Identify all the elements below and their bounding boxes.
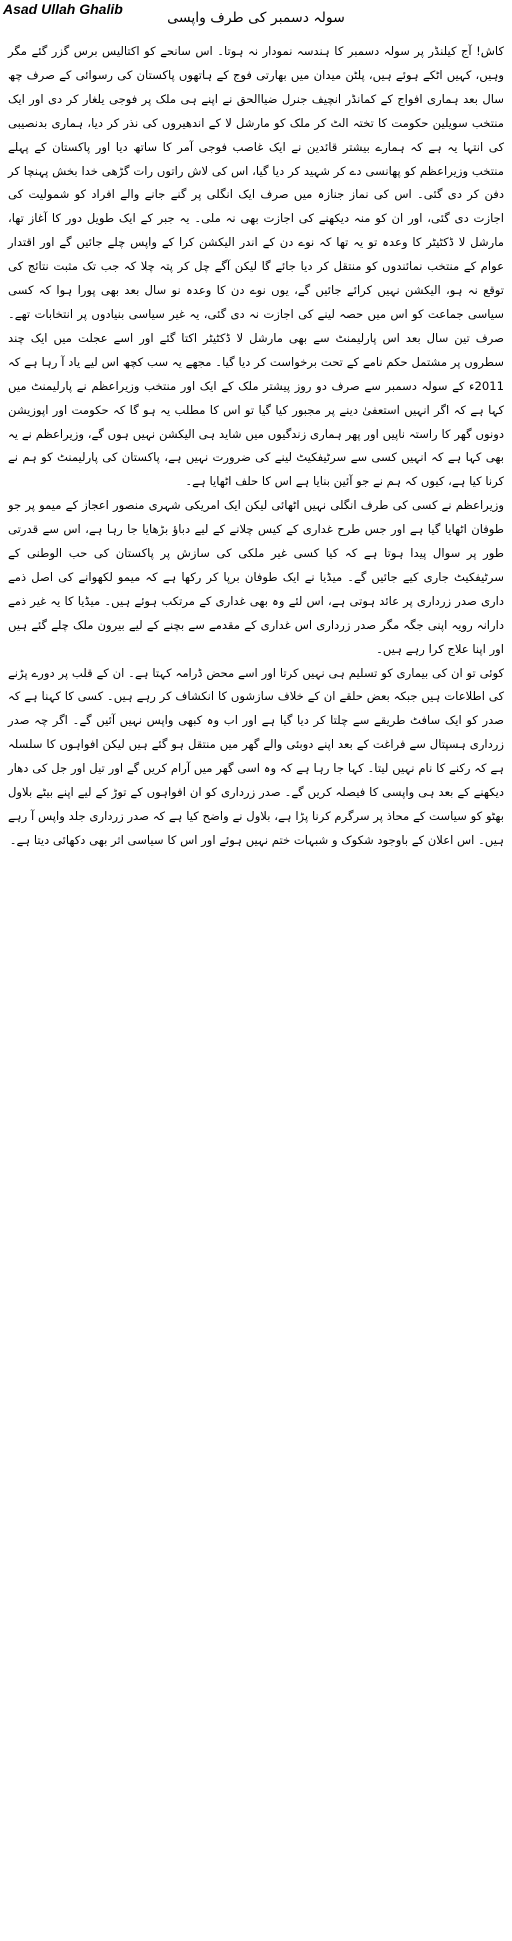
article-paragraph: وزیراعظم نے کسی کی طرف انگلی نہیں اٹھائی لیکن ایک امریکی شہری منصور اعجاز کے میمو پر جو طوفان اٹھایا گیا ہے اور جس طرح غداری کے کیس چلانے کے لیے دباؤ بڑھایا جا رہا ہے، اس سے قدرتی طور پر سوال پیدا ہوتا ہے کہ کیا کسی غیر ملکی کی سازش پر پاکستان کی حب الوطنی کے سرٹیفکیٹ جاری کیے جائیں گے۔ میڈیا نے ایک طوفان برپا کر رکھا ہے کہ میمو لکھوانے کی اصل ذمے داری صدر زرداری پر عائد ہوتی ہے، اس لئے وہ بھی غداری کے مرتکب ہوئے ہیں۔ میڈیا کا یہ غیر ذمے دارانہ رویہ اپنی جگہ مگر صدر زرداری اس غداری کے مقدمے سے بچنے کے لیے بیرون ملک چلے گئے ہیں اور اپنا علاج کرا رہے ہیں۔ (8, 498, 504, 656)
article-header (0, 0, 512, 44)
article-paragraph: کاش! آج کیلنڈر پر سولہ دسمبر کا ہندسہ نمودار نہ ہوتا۔ اس سانحے کو اکتالیس برس گزر گئے مگر وہیں، کہیں اٹکے ہوئے ہیں، پلٹن میدان میں بھارتی فوج کے ہاتھوں پاکستان کی رسوائی کے صرف چھ سال بعد ہماری افواج کے کمانڈر انچیف جنرل ضیاالحق نے اپنے ہی ملک پر فوجی یلغار کر دی اور ایک منتخب سویلین حکومت کا تختہ الٹ کر ملک کو مارشل لا کے اندھیروں کی نذر کر دیا، ہماری بدنصیبی کی انتہا یہ ہے کہ ہمارے بیشتر قائدین نے ایک غاصب فوجی آمر کا ساتھ دیا اور پاکستان کے پہلے منتخب وزیراعظم کو پھانسی دے کر شہید کر دیا گیا، اس کی لاش راتوں رات گڑھی خدا بخش پہنچا کر دفن کر دی گئی۔ اس کی نماز جنازہ میں صرف ایک انگلی پر گنے جانے والے افراد کو شمولیت کی اجازت دی گئی، اور ان کو منہ دیکھنے کی اجازت بھی نہ ملی۔ یہ جبر کے ایک طویل دور کا آغاز تھا، مارشل لا ڈکٹیٹر کا وعدہ تو یہ تھا کہ نوے دن کے اندر الیکشن کرا کے واپس چلے جائیں گے اور اقتدار عوام کے منتخب نمائندوں کو منتقل کر دیا جائے گا لیکن آگے چل کر پتہ چلا کہ جب تک مثبت نتائج کی توقع نہ ہو، الیکشن نہیں کرائے جائیں گے، یوں نوے دن کا وعدہ نو سال بعد بھی پورا ہوا کہ کسی سیاسی جماعت کو اس میں حصہ لینے کی اجازت نہ دی گئی، یہ غیر سیاسی بنیادوں پر انتخابات تھے۔ صرف تین سال بعد اس پارلیمنٹ سے بھی مارشل لا ڈکٹیٹر اکتا گئے اور اسے عجلت میں ایک چند سطروں پر مشتمل حکم نامے کے تحت برخواست کر دیا گیا۔ مجھے یہ سب کچھ اس لیے یاد آ رہا ہے کہ 2011ء کے سولہ دسمبر سے صرف دو روز پیشتر ملک کے ایک اور منتخب وزیراعظم نے پارلیمنٹ میں کہا ہے کہ اگر انہیں استعفیٰ دینے پر مجبور کیا گیا تو اس کا مطلب یہ ہو گا کہ حکومت اور اپوزیشن دونوں گھر کا راستہ ناپیں اور پھر ہماری زندگیوں میں شاید ہی الیکشن نہیں ہوں گے، وزیراعظم نے یہ بھی کہا ہے کہ انہیں کسی سے سرٹیفکیٹ لینے کی ضرورت نہیں ہے، پاکستان کی پارلیمنٹ کو ہم نے کرنا کیا ہے، کیوں کہ ہم نے جو آئین بنایا ہے اس کا حلف اٹھایا ہے۔ (8, 44, 504, 489)
article-body (8, 40, 504, 853)
article-headline: سولہ دسمبر کی طرف واپسی (167, 10, 345, 26)
author-name: Asad Ullah Ghalib (3, 1, 123, 17)
article-paragraph: کوئی تو ان کی بیماری کو تسلیم ہی نہیں کرتا اور اسے محض ڈرامہ کہتا ہے۔ ان کے قلب پر دورے پڑنے کی اطلاعات ہیں جبکہ بعض حلقے ان کے خلاف سازشوں کا انکشاف کر رہے ہیں۔ کسی کا کہنا ہے کہ صدر کو ایک سافٹ طریقے سے چلتا کر دیا گیا ہے اور اب وہ کبھی واپس نہیں آئیں گے۔ اگر چہ صدر زرداری ہسپتال سے فراغت کے بعد اپنے دوبئی والے گھر میں منتقل ہو گئے ہیں لیکن افواہوں کا سلسلہ ہے کہ رکنے کا نام نہیں لیتا۔ کہا جا رہا ہے کہ وہ اسی گھر میں آرام کریں گے اور تیل اور جل کی دھار دیکھنے کے بعد ہی واپسی کا فیصلہ کریں گے۔ صدر زرداری کو ان افواہوں کے توڑ کے لیے اپنے بیٹے بلاول بھٹو کو سیاست کے محاذ پر سرگرم کرنا پڑا ہے، بلاول نے واضح کیا ہے کہ صدر زرداری جلد واپس آ رہے ہیں۔ اس اعلان کے باوجود شکوک و شبہات ختم نہیں ہوئے اور اس کا سیاسی اثر بھی دکھائی دیتا ہے۔ (8, 665, 504, 847)
